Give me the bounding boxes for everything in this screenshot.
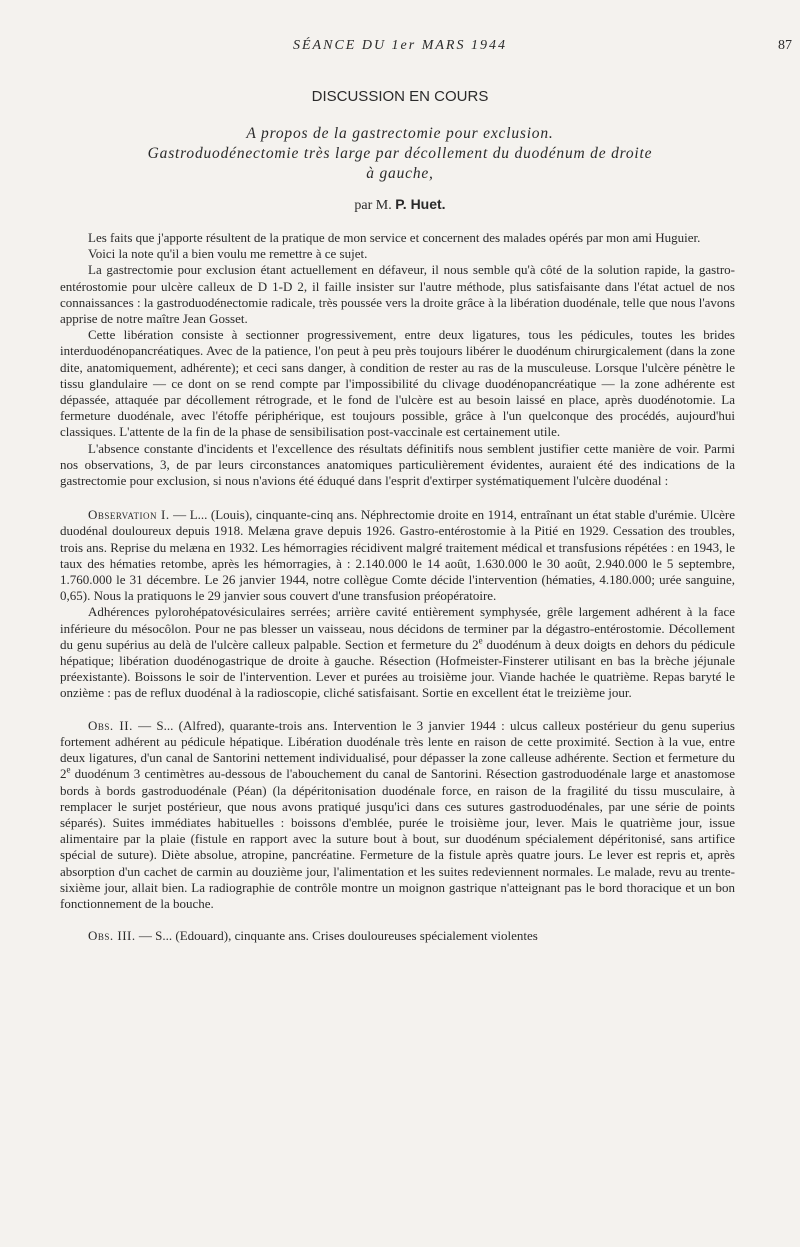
author-prefix: par M. [354,198,392,213]
article-body [60,230,735,944]
article-title [60,124,740,184]
observation-1-p2-sup: e [478,635,483,646]
observation-3-label: Obs. III. [88,928,136,944]
observation-2 [60,718,735,912]
article-title-line-3: à gauche, [366,165,434,182]
author-line [0,196,800,214]
observation-2-label: Obs. II. [88,717,133,733]
observation-1-p2-part-b: duodénum à deux doigts en dehors du pédicule hépatique; libération duodénogastrique de droite à gauche. Résection (Hofmeister-Finsterer utilisant en bas la brèche jéjunale préexistante). Boissons le soir de l'intervention. Lever et purées au troisième jour. Viande hachée le quatrième. Repas baryté le onzième : pas de reflux duodénal à la radioscopie, cliché satisfaisant. Sortie en excellent état le treizième jour. [60,636,735,701]
observation-2-sup: e [66,764,71,775]
observation-2-part-b: duodénum 3 centimètres au-dessous de l'abouchement du canal de Santorini. Résection gastroduodénale large et anastomose bords à bords gastroduodénale (Péan) (la dépéritonisation duodénale force, en raison de la fragilité du tissu musculaire, à remplacer le surjet postérieur, que nous avons pratiqué jusqu'ici dans ces sutures gastroduodénales, par une série de points séparés). Suites immédiates habituelles : boissons d'emblée, purée le troisième jour, lever. Mais le quatrième jour, issue alimentaire par la plaie (fistule en rapport avec la suture bout à bout, sur duodénum spécialement dépéritonisé, sans artifice spécial de suture). Diète absolue, atropine, pancréatine. Fermeture de la fistule après quatre jours. Le lever est repris et, après absorption d'un cachet de carmin au douzième jour, l'alimentation et les suites redeviennent normales. Le malade, revu au trente-sixième jour, allait bien. La radiographie de contrôle montre un moignon gastrique n'atteignant pas le bord thoracique et un bon fonctionnement de la bouche. [60,766,735,911]
running-head-title: SÉANCE DU 1er MARS 1944 [293,38,507,53]
observation-1-p2-part-a: Adhérences pylorohépatovésiculaires serrées; arrière cavité entièrement symphysée, grêle largement adhérent à la face inférieure du mésocôlon. Pour ne pas blesser un vaisseau, nous décidons de terminer par la dégastro-entérostomie. Décollement du genu supérius au delà de l'ulcère calleux palpable. Section et fermeture du 2 [60,604,735,652]
observation-1 [60,507,735,604]
intro-paragraph-1: Les faits que j'apporte résultent de la pratique de mon service et concernent des malades opérés par mon ami Huguier. [88,230,701,245]
observation-3 [60,928,735,944]
article-title-line-2: Gastroduodénectomie très large par décollement du duodénum de droite [147,145,653,162]
observation-3-text: — S... (Edouard), cinquante ans. Crises douloureuses spécialement violentes [135,928,538,944]
observation-1-paragraph-2 [60,604,735,701]
author-name: P. Huet. [395,196,446,212]
intro-paragraph-4: Cette libération consiste à sectionner progressivement, entre deux ligatures, tous les pédicules, toutes les brides interduodénopancréatiques. Avec de la patience, l'on peut à peu près toujours libérer le duodénum chirurgicalement (dans la zone dite, anatomiquement, adhérente); et ceci sans danger, à condition de rester au ras de la musculeuse. Lorsque l'ulcère pénètre le tissu glandulaire — ce dont on se rend compte par l'impossibilité du clivage duodénopancréatique — la zone adhérente est dépassée, attaquée par décollement rétrograde, et le fond de l'ulcère est au besoin laissé en place, après duodénotomie. La fermeture duodénale, avec l'étoffe périphérique, est toujours possible, grâce à l'un quelconque des procédés, aujourd'hui classiques. L'attente de la fin de la phase de sensibilisation post-vaccinale est certainement utile. [60,327,735,440]
observation-1-label: Observation I. [88,507,170,523]
intro-paragraph-5: L'absence constante d'incidents et l'excellence des résultats définitifs nous semblent justifier cette manière de voir. Parmi nos observations, 3, de par leurs circonstances anatomiques particulièrement évidentes, auraient été des indications de la gastrectomie pour exclusion, si nous n'avions été éduqué dans l'esprit d'extirper systématiquement l'ulcère duodénal : [60,440,735,489]
article-title-line-1: A propos de la gastrectomie pour exclusion. [246,125,554,142]
section-title: DISCUSSION EN COURS [311,88,489,105]
intro-paragraph-2: Voici la note qu'il a bien voulu me remettre à ce sujet. [88,246,368,262]
observation-2-part-a: — S... (Alfred), quarante-trois ans. Intervention le 3 janvier 1944 : ulcus calleux postérieur du genu superius fortement adhérent au pédicule hépatique. Libération duodénale très lente en raison de cette proximité. Section à la vue, entre deux ligatures, d'un canal de Santorini nettement individualisé, pour dépasser la zone calleuse adhérente. Section et fermeture du 2 [60,717,735,782]
page-number: 87 [778,38,792,53]
intro-paragraph-3: La gastrectomie pour exclusion étant actuellement en défaveur, il nous semble qu'à côté de la solution rapide, la gastro-entérostomie pour ulcère calleux de D 1-D 2, il faille insister sur l'autre méthode, plus satisfaisante dans l'état actuel de nos connaissances : la gastroduodénectomie radicale, très poussée vers la droite grâce à la libération duodénale, telle que nous l'avons apprise de notre maître Jean Gosset. [60,262,735,327]
observation-1-text: — L... (Louis), cinquante-cinq ans. Néphrectomie droite en 1914, entraînant un état stable d'urémie. Ulcère duodénal douloureux depuis 1918. Melæna grave depuis 1926. Gastro-entérostomie à la Pitié en 1929. Cessation des troubles, trois ans. Reprise du melæna en 1932. Les hémorragies récidivent malgré traitement médical et transfusions répétées : en 1943, le taux des hématies retombe, après les hémorragies, à : 2.140.000 le 14 août, 1.630.000 le 30 août, 2.940.000 le 5 septembre, 1.760.000 le 31 décembre. Le 26 janvier 1944, notre collègue Comte décide l'intervention (hématies, 4.180.000; urée sanguine, 0,65). Nous la pratiquons le 29 janvier sous couvert d'une transfusion préopératoire. [60,507,735,604]
